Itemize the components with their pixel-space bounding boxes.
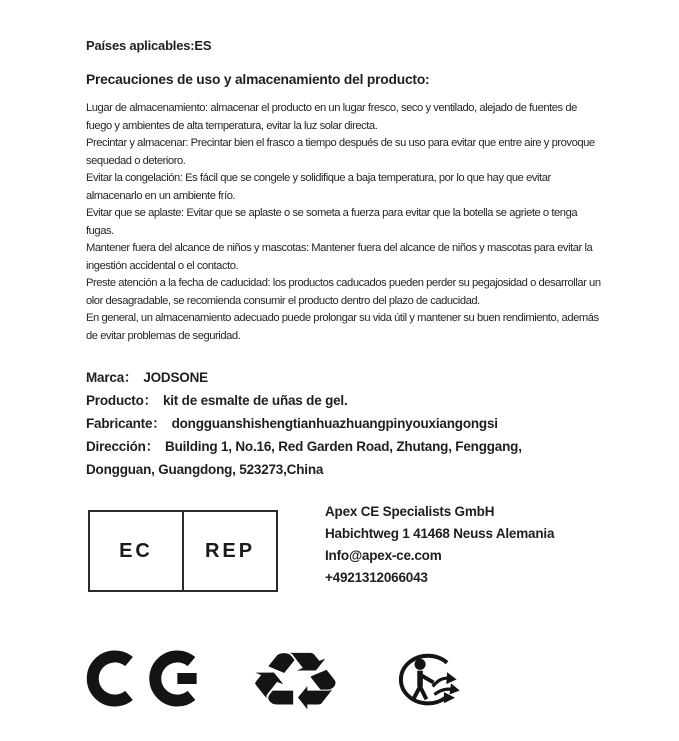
- precaution-item: En general, un almacenamiento adecuado puede prolongar su vida útil y mantener su buen rendimiento, además de evitar problemas de seguridad.: [86, 312, 599, 342]
- precaution-item: Evitar la congelación: Es fácil que se congele y solidifique a baja temperatura, por lo que hay que evitar almacenarlo en un ambiente frío.: [86, 172, 551, 202]
- address-line: Apex CE Specialists GmbH: [325, 504, 495, 519]
- ec-cell: EC: [90, 512, 184, 590]
- product-value: Building 1, No.16, Red Garden Road, Zhutang, Fenggang, Dongguan, Guangdong, 523273,China: [86, 439, 522, 477]
- product-row-address: [86, 435, 586, 481]
- rep-cell: REP: [204, 539, 256, 562]
- product-row-brand: [86, 366, 586, 389]
- product-info: [86, 366, 586, 481]
- precaution-item: Evitar que se aplaste: Evitar que se aplaste o se someta a fuerza para evitar que la botella se agriete o tenga fugas.: [86, 207, 578, 237]
- product-value: kit de esmalte de uñas de gel.: [162, 393, 348, 408]
- ce-mark-icon: [86, 650, 208, 712]
- ec-rep-symbol: [88, 510, 278, 592]
- precaution-item: Mantener fuera del alcance de niños y mascotas: Mantener fuera del alcance de niños y mascotas para evitar la ingestión accidental o el contacto.: [86, 242, 593, 272]
- product-value: dongguanshishengtianhuazhuangpinyouxiangongsi: [171, 416, 498, 431]
- product-label: Dirección：: [86, 439, 160, 454]
- product-label: Marca：: [86, 370, 138, 385]
- product-label: Fabricante：: [86, 416, 166, 431]
- product-label: Producto：: [86, 393, 157, 408]
- address-line: +4921312066043: [325, 570, 428, 585]
- precaution-item: Precintar y almacenar: Precintar bien el frasco a tiempo después de su uso para evitar que entre aire y provoque sequedad o deterioro.: [86, 137, 595, 167]
- eu-representative-address: [325, 501, 554, 589]
- product-value: JODSONE: [143, 370, 208, 385]
- product-row-manufacturer: [86, 412, 586, 435]
- applicable-countries: Países aplicables:ES: [86, 38, 212, 53]
- product-row-product: [86, 389, 586, 412]
- address-line: Habichtweg 1 41468 Neuss Alemania: [325, 526, 555, 541]
- precaution-item: Preste atención a la fecha de caducidad: los productos caducados pueden perder su pegajosidad o desarrollar un olor desagradable, se recomienda consumir el producto dentro del plazo de caducidad.: [86, 277, 601, 307]
- precaution-item: Lugar de almacenamiento: almacenar el producto en un lugar fresco, seco y ventilado, alejado de fuentes de fuego y ambientes de alta temperatura, evitar la luz solar directa.: [86, 102, 577, 132]
- address-line: Info@apex-ce.com: [325, 548, 442, 563]
- precautions-title: Precauciones de uso y almacenamiento del producto:: [86, 72, 430, 87]
- precautions-list: [86, 100, 604, 345]
- recycling-icon: ♻: [246, 635, 345, 728]
- triman-icon: [388, 650, 468, 717]
